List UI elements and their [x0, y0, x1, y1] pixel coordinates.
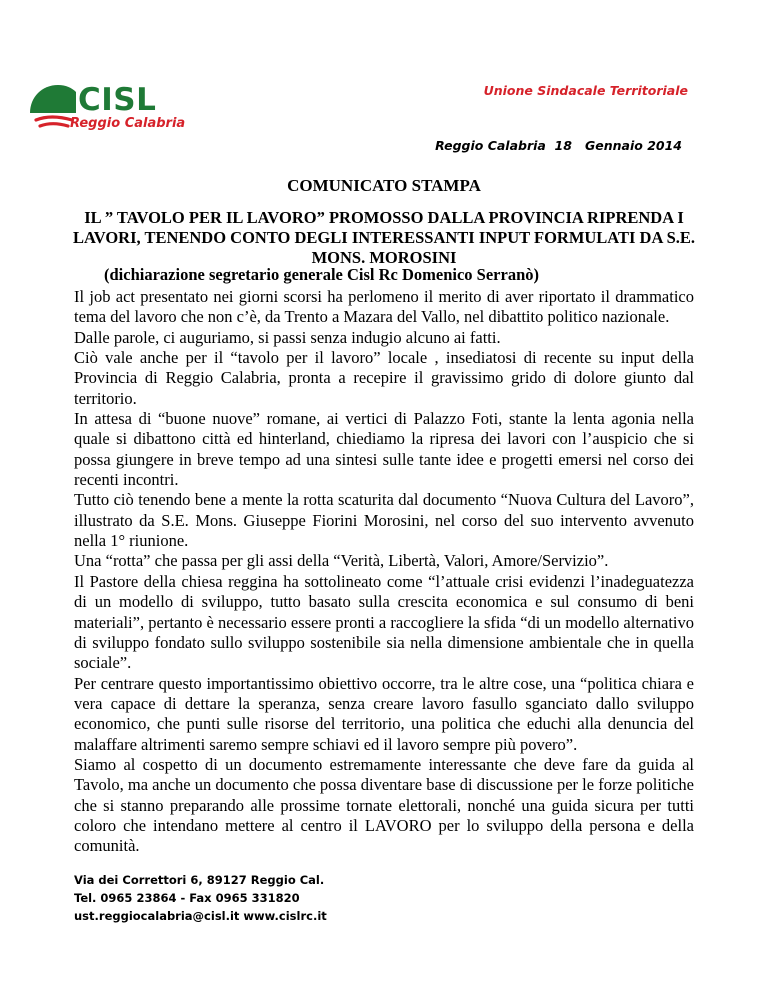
- logo-city: Reggio Calabria: [70, 116, 186, 131]
- body-paragraph: Tutto ciò tenendo bene a mente la rotta scaturita dal documento “Nuova Cultura del Lavoro”, illustrato da S.E. Mons. Giuseppe Fiorini Morosini, nel corso del suo intervento avvenuto nella 1° riunione.: [74, 490, 694, 551]
- body-paragraph: Una “rotta” che passa per gli assi della “Verità, Libertà, Valori, Amore/Servizio”.: [74, 551, 609, 571]
- footer-address: Via dei Correttori 6, 89127 Reggio Cal.: [74, 873, 325, 887]
- document-heading: COMUNICATO STAMPA: [287, 176, 481, 195]
- dateline: Reggio Calabria 18 Gennaio 2014: [435, 138, 682, 153]
- footer-contacts: [74, 871, 327, 925]
- document-body: [74, 287, 694, 857]
- body-paragraph: Il Pastore della chiesa reggina ha sottolineato come “l’attuale crisi evidenzi l’inadeguatezza di un modello di sviluppo, tutto basato sulla crescita economica e sul consumo di beni materiali”, pertanto è necessario essere pronti a raccogliere la sfida “di un modello alternativo di sviluppo fondato sullo sviluppo sostenibile sia nella dimensione ambientale che in quella sociale”.: [74, 571, 694, 673]
- body-paragraph: Il job act presentato nei giorni scorsi ha perlomeno il merito di aver riportato il drammatico tema del lavoro che non c’è, da Trento a Mazara del Vallo, nel dibattito politico nazionale.: [74, 287, 694, 327]
- organization-name: Unione Sindacale Territoriale: [483, 83, 688, 98]
- footer-web: ust.reggiocalabria@cisl.it www.cislrc.it: [74, 909, 327, 923]
- body-paragraph: In attesa di “buone nuove” romane, ai vertici di Palazzo Foti, stante la lenta agonia nella quale si dibattono città ed hinterland, chiediamo la ripresa dei lavori con l’auspicio che si possa giungere in breve tempo ad una sintesi sulle tante idee e progetti emersi nel corso dei recenti incontri.: [74, 409, 694, 490]
- body-paragraph: Ciò vale anche per il “tavolo per il lavoro” locale , insediatosi di recente su input della Provincia di Reggio Calabria, pronta a recepire il gravissimo grido di dolore giunto dal territorio.: [74, 348, 694, 408]
- body-paragraph: Siamo al cospetto di un documento estremamente interessante che deve fare da guida al Tavolo, ma anche un documento che possa diventare base di discussione per le forze politiche che si stanno preparando alle prossime tornate elettorali, nonché una guida sicura per tutti coloro che intendano mettere al centro il LAVORO per lo sviluppo della persona e della comunità.: [74, 754, 694, 856]
- body-paragraph: Dalle parole, ci auguriamo, si passi senza indugio alcuno ai fatti.: [74, 327, 501, 347]
- document-headline: IL ” TAVOLO PER IL LAVORO” PROMOSSO DALLA PROVINCIA RIPRENDA I LAVORI, TENENDO CONTO DEGLI INTERESSANTI INPUT FORMULATI DA S.E. MONS. MOROSINI: [72, 208, 696, 267]
- logo-wordmark: CISL: [78, 82, 157, 118]
- document-subheading: (dichiarazione segretario generale Cisl Rc Domenico Serranò): [104, 265, 540, 284]
- cisl-logo: [28, 83, 203, 135]
- body-paragraph: Per centrare questo importantissimo obiettivo occorre, tra le altre cose, una “politica chiara e vera capace di dettare la speranza, senza creare lavoro fasullo sganciato dallo sviluppo economico, che punti sulle risorse del territorio, una politica che educhi alla denuncia del malaffare altrimenti saremo sempre schiavi ed il lavoro sempre più povero”.: [74, 673, 694, 754]
- footer-phone: Tel. 0965 23864 - Fax 0965 331820: [74, 891, 300, 905]
